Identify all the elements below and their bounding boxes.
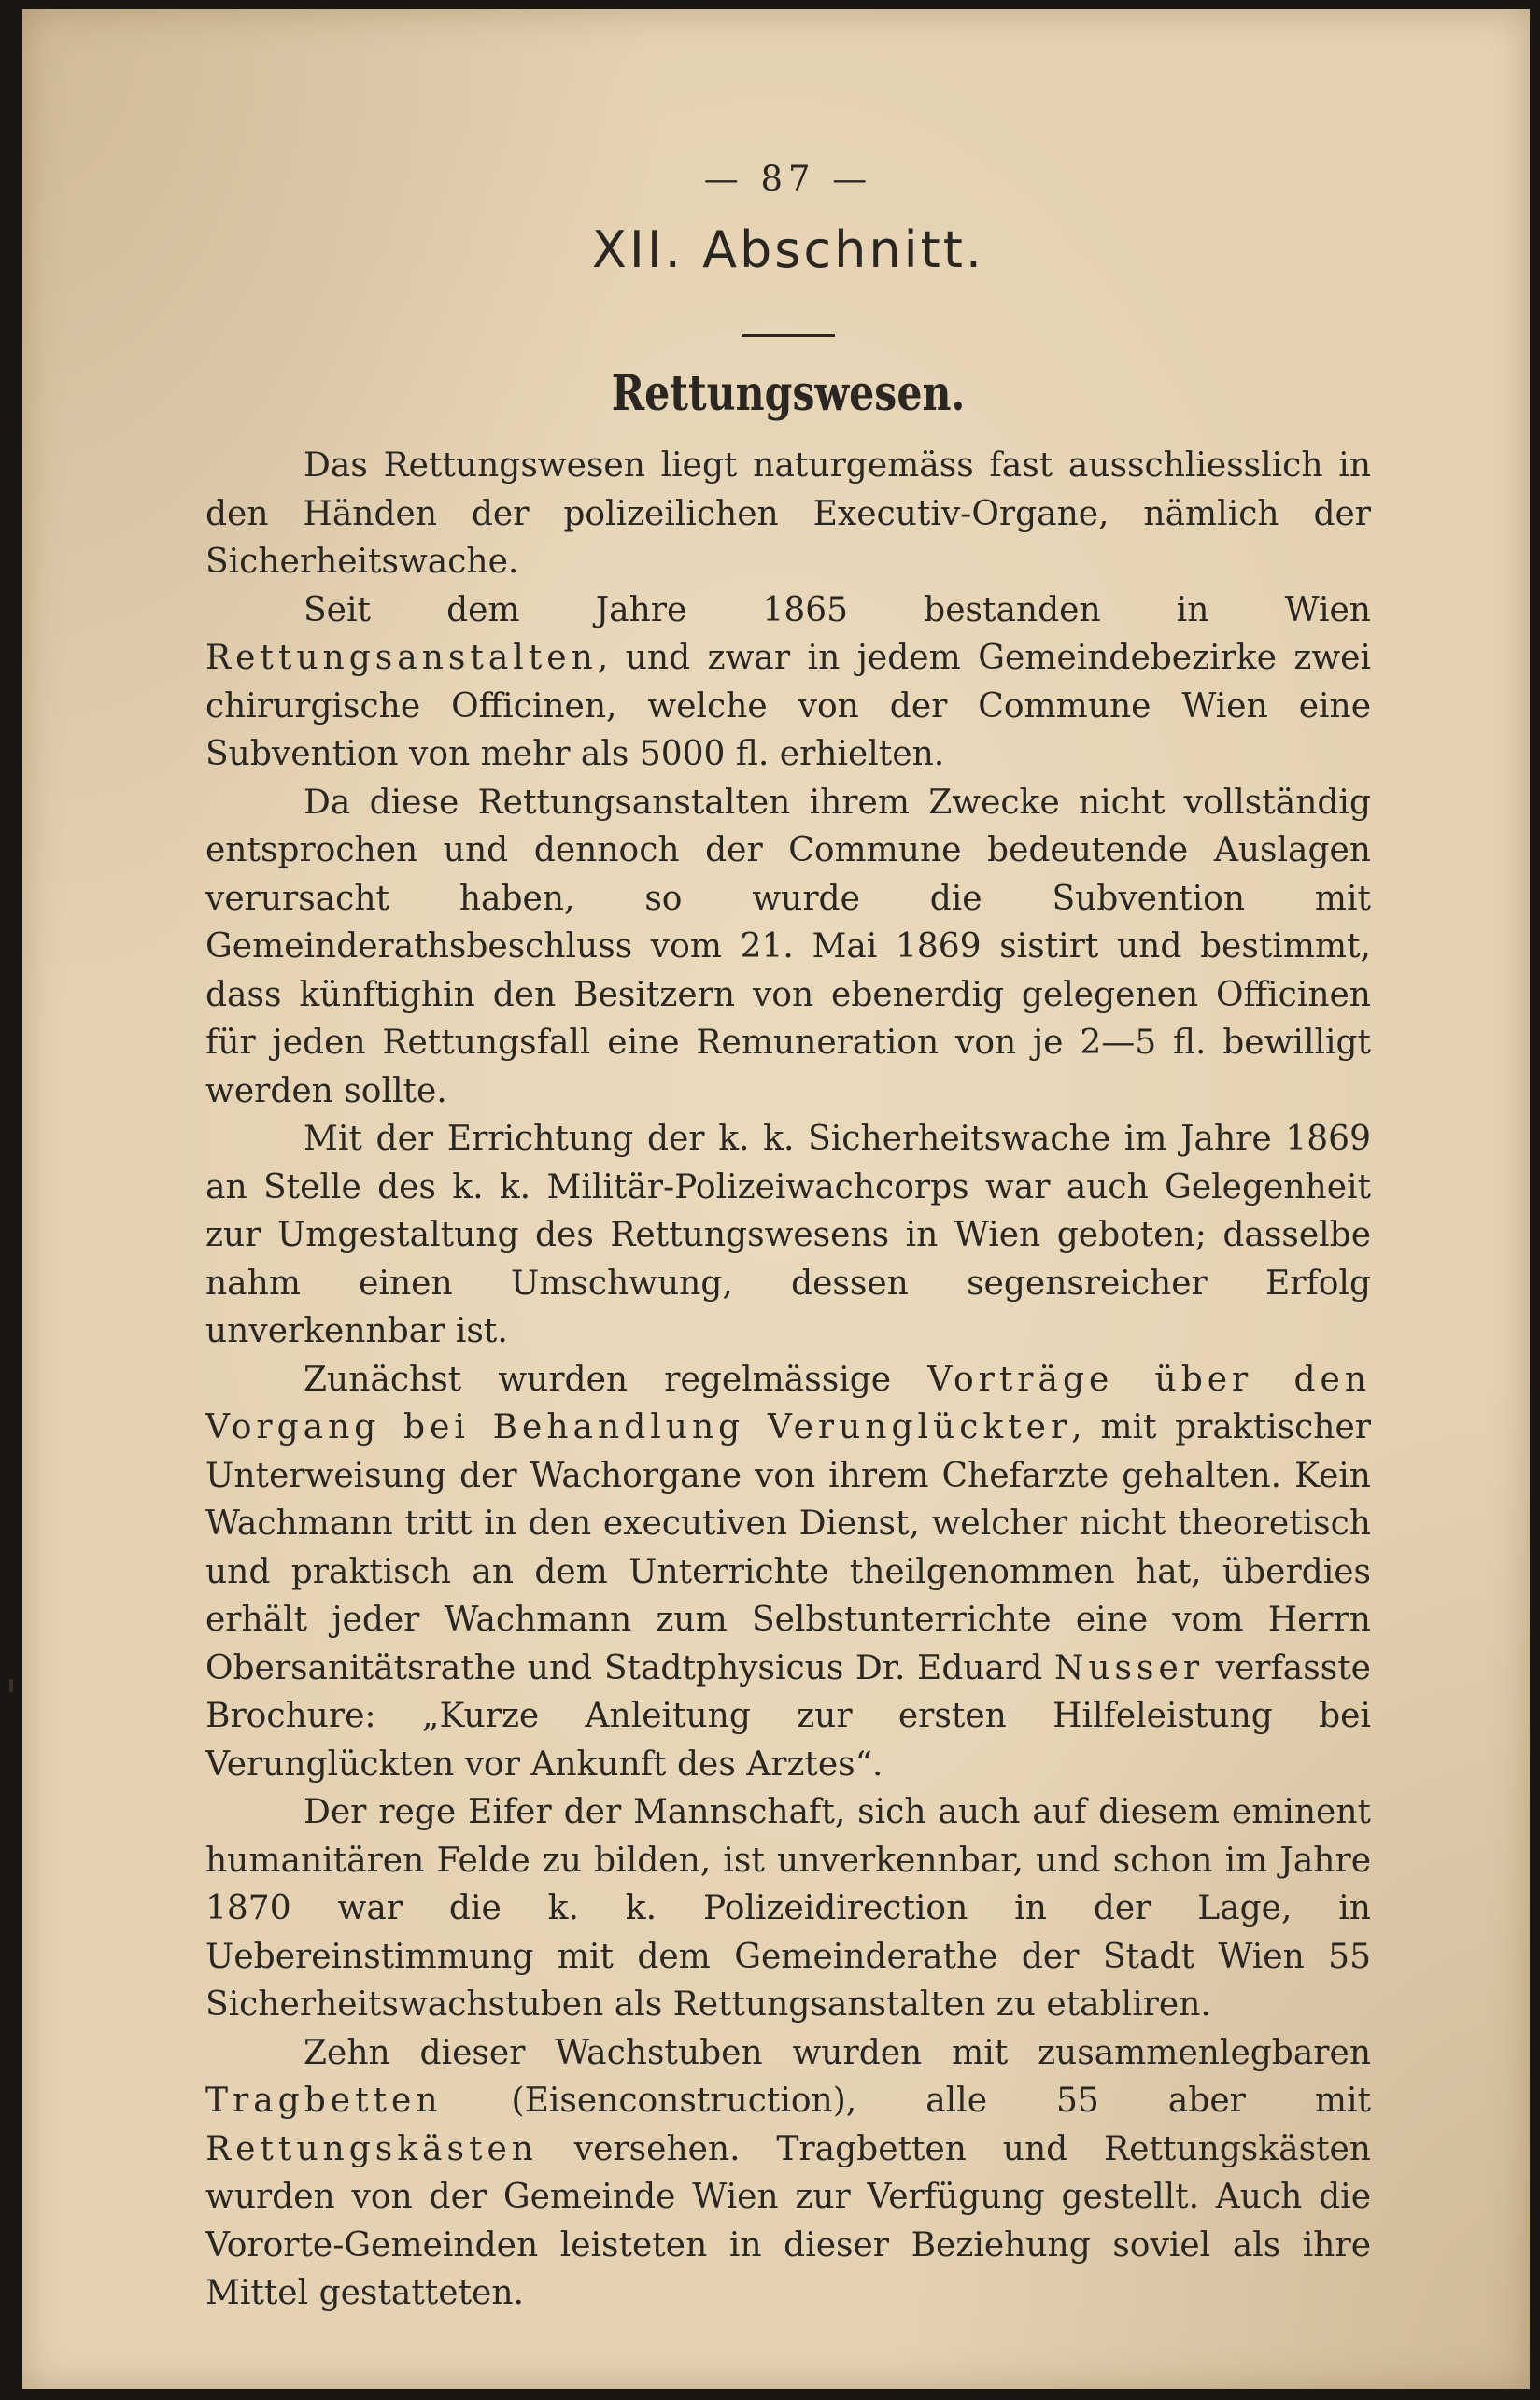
paragraph-5: [205, 1356, 1371, 1789]
emphasized-term: Tragbetten: [205, 2082, 443, 2120]
paragraph-5-text-middle: , mit praktischer Unterweisung der Wachorgane von ihrem Chefarzte gehalten. Kein Wachmann tritt in den executiven Dienst, welcher nicht theoretisch und praktisch an dem Unterrichte theilgenommen hat, überdies erhält jeder Wachmann zum Selbstunterrichte eine vom Herrn Obersanitätsrathe und Stadtphysicus Dr. Eduard: [205, 1408, 1372, 1687]
paragraph-7-text: Zehn dieser Wachstuben wurden mit zusammenlegbaren: [304, 2033, 1371, 2072]
paragraph-6: Der rege Eifer der Mannschaft, sich auch auf diesem eminent humanitären Felde zu bilden, ist unverkennbar, und schon im Jahre 1870 war die k. k. Polizeidirection in der Lage, in Uebereinstimmung mit dem Gemeinderathe der Stadt Wien 55 Sicherheitswachstuben als Rettungsanstalten zu etabliren.: [205, 1793, 1371, 2024]
page-number: — 87 —: [703, 159, 873, 199]
paragraph-2: [205, 586, 1371, 779]
emphasized-term: Rettungskästen: [205, 2129, 538, 2168]
paragraph-7-text-middle: (Eisenconstruction), alle 55 aber mit: [442, 2082, 1371, 2120]
heading-divider: [742, 334, 835, 337]
paragraph-1: Das Rettungswesen liegt naturgemäss fast ausschliesslich in den Händen der polizeilichen Executiv-Organe, nämlich der Sicherheitswache.: [205, 446, 1371, 581]
section-title: Rettungswesen.: [611, 365, 966, 422]
paragraph-5-text: Zunächst wurden regelmässige: [304, 1360, 928, 1399]
page-content: [205, 159, 1371, 2318]
body-text: [205, 442, 1371, 2318]
chapter-heading: XII. Abschnitt.: [591, 220, 985, 279]
emphasized-term: Rettungsanstalten: [205, 639, 598, 677]
emphasized-phrase: Vorträge über den Vorgang bei Behandlung Verunglückter: [205, 1360, 1372, 1447]
emphasized-name: Nusser: [1053, 1648, 1205, 1687]
paragraph-2-text: Seit dem Jahre 1865 bestanden in Wien: [304, 590, 1371, 629]
paragraph-3: Da diese Rettungsanstalten ihrem Zwecke nicht vollständig entsprochen und dennoch der Commune bedeutende Auslagen verursacht haben, so wurde die Subvention mit Gemeinderathsbeschluss vom 21. Mai 1869 sistirt und bestimmt, dass künftighin den Besitzern von ebenerdig gelegenen Officinen für jeden Rettungsfall eine Remuneration von je 2—5 fl. bewilligt werden sollte.: [205, 783, 1371, 1110]
paragraph-4: Mit der Errichtung der k. k. Sicherheitswache im Jahre 1869 an Stelle des k. k. Militär-Polizeiwachcorps war auch Gelegenheit zur Umgestaltung des Rettungswesens in Wien geboten; dasselbe nahm einen Umschwung, dessen segensreicher Erfolg unverkennbar ist.: [205, 1120, 1371, 1350]
paragraph-7: [205, 2029, 1371, 2318]
edge-ink-mark: [9, 1679, 13, 1692]
paragraph-2-text-end: , und zwar in jedem Gemeindebezirke zwei chirurgische Officinen, welche von der Commune Wien eine Subvention von mehr als 5000 fl. erhielten.: [205, 639, 1371, 773]
paragraph-7-text-end: versehen. Tragbetten und Rettungskästen wurden von der Gemeinde Wien zur Verfügung gestellt. Auch die Vororte-Gemeinden leisteten in dieser Beziehung soviel als ihre Mittel gestatteten.: [205, 2129, 1371, 2312]
paper-sheet: [22, 9, 1530, 2389]
paragraph-5-text-end: verfasste Brochure: „Kurze Anleitung zur ersten Hilfeleistung bei Verunglückten vor Ankunft des Arztes“.: [205, 1648, 1371, 1784]
